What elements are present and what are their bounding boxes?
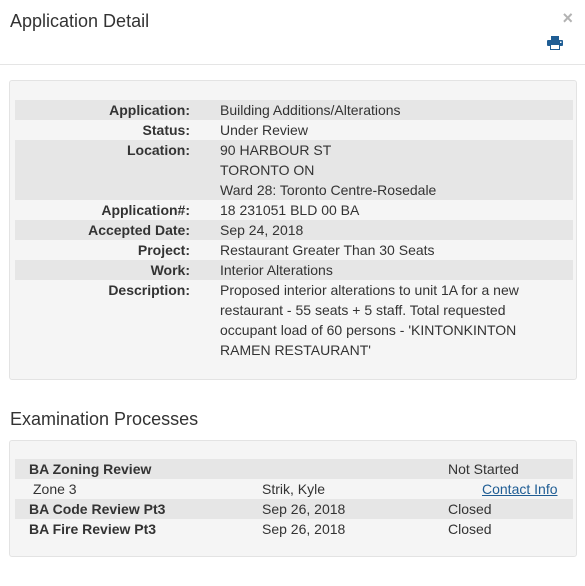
- contact-info-link[interactable]: Contact Info: [482, 481, 558, 497]
- detail-table: [15, 100, 573, 360]
- examination-row: [15, 519, 573, 539]
- examination-row: [15, 499, 573, 519]
- modal-title: Application Detail: [10, 11, 150, 31]
- examination-status: Not Started: [448, 461, 519, 477]
- detail-label: Application#:: [101, 202, 190, 218]
- detail-row: [15, 200, 573, 220]
- application-detail-panel: [9, 80, 577, 380]
- detail-row: [15, 260, 573, 280]
- detail-row: [15, 280, 573, 360]
- detail-value: [190, 240, 573, 260]
- examination-status: Closed: [448, 501, 492, 517]
- detail-value-line: Sep 24, 2018: [220, 222, 304, 238]
- detail-row: [15, 100, 573, 120]
- detail-label: Description:: [108, 282, 190, 298]
- examination-processes-panel: [9, 440, 577, 557]
- detail-value: [190, 220, 573, 240]
- close-button[interactable]: ×: [562, 8, 573, 28]
- detail-value: [190, 260, 573, 280]
- examination-date: Sep 26, 2018: [262, 501, 346, 517]
- detail-value-line: occupant load of 60 persons - 'KINTONKINTON: [220, 322, 517, 338]
- detail-value-line: TORONTO ON: [220, 162, 315, 178]
- modal-header: [0, 0, 585, 65]
- examination-row: [15, 459, 573, 479]
- detail-value-line: 18 231051 BLD 00 BA: [220, 202, 360, 218]
- detail-value-line: Building Additions/Alterations: [220, 102, 401, 118]
- detail-value-line: Interior Alterations: [220, 262, 333, 278]
- examination-row: [15, 479, 573, 499]
- examination-date: Strik, Kyle: [262, 481, 326, 497]
- detail-value-line: Ward 28: Toronto Centre-Rosedale: [220, 182, 437, 198]
- examination-status: Closed: [448, 521, 492, 537]
- printer-icon[interactable]: [547, 36, 563, 50]
- detail-value: [190, 200, 573, 220]
- detail-label: Application:: [109, 102, 190, 118]
- detail-value-line: RAMEN RESTAURANT': [220, 342, 371, 358]
- detail-value-line: Under Review: [220, 122, 308, 138]
- detail-value: [190, 100, 573, 120]
- detail-value-line: 90 HARBOUR ST: [220, 142, 332, 158]
- detail-value-line: restaurant - 55 seats + 5 staff. Total requested: [220, 302, 506, 318]
- detail-row: [15, 240, 573, 260]
- examination-name: Zone 3: [33, 481, 77, 497]
- detail-row: [15, 220, 573, 240]
- examination-name: BA Zoning Review: [29, 461, 152, 477]
- examination-date: Sep 26, 2018: [262, 521, 346, 537]
- detail-label: Project:: [137, 242, 190, 258]
- examination-name: BA Fire Review Pt3: [29, 521, 157, 537]
- detail-value: [190, 280, 573, 360]
- detail-row: [15, 140, 573, 200]
- detail-label: Work:: [150, 262, 190, 278]
- detail-value-line: Restaurant Greater Than 30 Seats: [220, 242, 435, 258]
- examination-table: [15, 459, 573, 539]
- detail-value-line: Proposed interior alterations to unit 1A for a new: [220, 282, 519, 298]
- detail-label: Status:: [142, 122, 190, 138]
- detail-label: Accepted Date:: [88, 222, 190, 238]
- detail-value: [190, 120, 573, 140]
- examination-processes-title: Examination Processes: [10, 409, 199, 429]
- examination-name: BA Code Review Pt3: [29, 501, 166, 517]
- detail-row: [15, 120, 573, 140]
- detail-label: Location:: [127, 142, 190, 158]
- detail-value: [190, 140, 573, 200]
